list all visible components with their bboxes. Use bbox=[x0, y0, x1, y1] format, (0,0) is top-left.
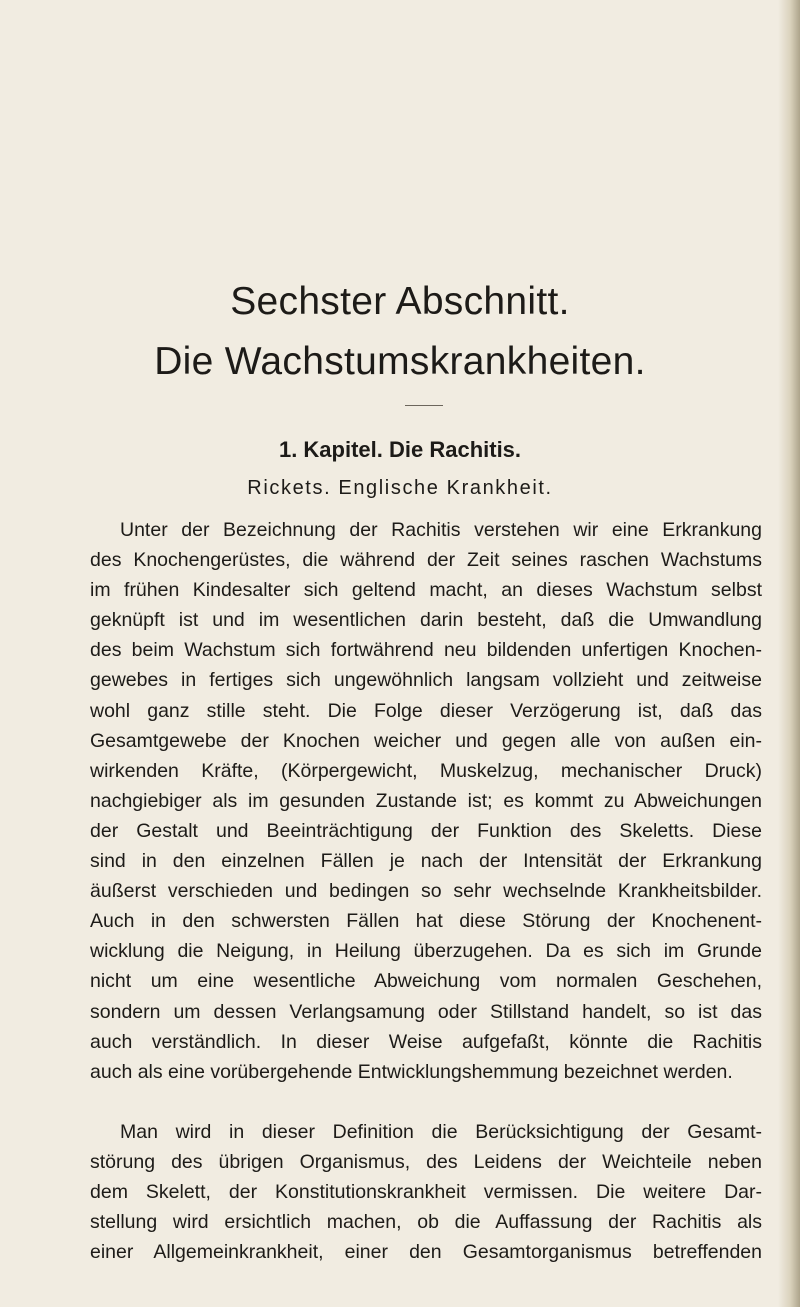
text-line: störung des übrigen Organismus, des Leidens der Weichteile neben bbox=[90, 1151, 762, 1174]
text-line: dem Skelett, der Konstitutionskrankheit vermissen. Die weitere Dar- bbox=[90, 1181, 762, 1204]
text-line: des Knochengerüstes, die während der Zeit seines raschen Wachstums bbox=[90, 549, 762, 572]
text-line: Gesamtgewebe der Knochen weicher und gegen alle von außen ein- bbox=[90, 729, 762, 752]
text-line: geknüpft ist und im wesentlichen darin besteht, daß die Umwandlung bbox=[90, 609, 762, 632]
text-line: Man wird in dieser Definition die Berücksichtigung der Gesamt- bbox=[120, 1121, 762, 1143]
text-line: nachgiebiger als im gesunden Zustande ist; es kommt zu Abweichungen bbox=[90, 789, 762, 812]
text-line: auch verständlich. In dieser Weise aufgefaßt, könnte die Rachitis bbox=[90, 1030, 762, 1053]
body-paragraph-1 bbox=[90, 515, 762, 1087]
text-line: wirkenden Kräfte, (Körpergewicht, Muskelzug, mechanischer Druck) bbox=[90, 759, 762, 782]
section-title: Sechster Abschnitt. bbox=[230, 280, 570, 323]
text-line: einer Allgemeinkrankheit, einer den Gesamtorganismus betreffenden bbox=[90, 1241, 762, 1264]
chapter-heading: 1. Kapitel. Die Rachitis. bbox=[278, 437, 522, 462]
text-line: der Gestalt und Beeinträchtigung der Funktion des Skeletts. Diese bbox=[90, 819, 762, 842]
text-line: wicklung die Neigung, in Heilung überzugehen. Da es sich im Grunde bbox=[90, 940, 762, 963]
page-edge-shadow bbox=[778, 0, 800, 1307]
text-line: wohl ganz stille steht. Die Folge dieser Verzögerung ist, daß das bbox=[90, 699, 762, 722]
body-paragraph-2 bbox=[90, 1117, 762, 1267]
text-line: auch als eine vorübergehende Entwicklungshemmung bezeichnet werden. bbox=[90, 1060, 733, 1083]
text-line: äußerst verschieden und bedingen so sehr wechselnde Krankheitsbilder. bbox=[90, 880, 762, 903]
text-line: nicht um eine wesentliche Abweichung vom normalen Geschehen, bbox=[90, 970, 762, 993]
text-line: im frühen Kindesalter sich geltend macht, an dieses Wachstum selbst bbox=[90, 579, 762, 602]
part-title: Die Wachstumskrankheiten. bbox=[154, 340, 646, 383]
text-line: gewebes in fertiges sich ungewöhnlich langsam vollzieht und zeitweise bbox=[90, 669, 762, 692]
divider-rule bbox=[405, 405, 443, 406]
chapter-subtitle: Rickets. Englische Krankheit. bbox=[247, 477, 553, 499]
text-line: Unter der Bezeichnung der Rachitis verstehen wir eine Erkrankung bbox=[120, 519, 762, 541]
text-line: des beim Wachstum sich fortwährend neu bildenden unfertigen Knochen- bbox=[90, 639, 762, 662]
text-line: sind in den einzelnen Fällen je nach der Intensität der Erkrankung bbox=[90, 850, 762, 873]
text-line: stellung wird ersichtlich machen, ob die Auffassung der Rachitis als bbox=[90, 1211, 762, 1234]
text-line: Auch in den schwersten Fällen hat diese Störung der Knochenent- bbox=[90, 910, 762, 933]
text-line: sondern um dessen Verlangsamung oder Stillstand handelt, so ist das bbox=[90, 1000, 762, 1023]
